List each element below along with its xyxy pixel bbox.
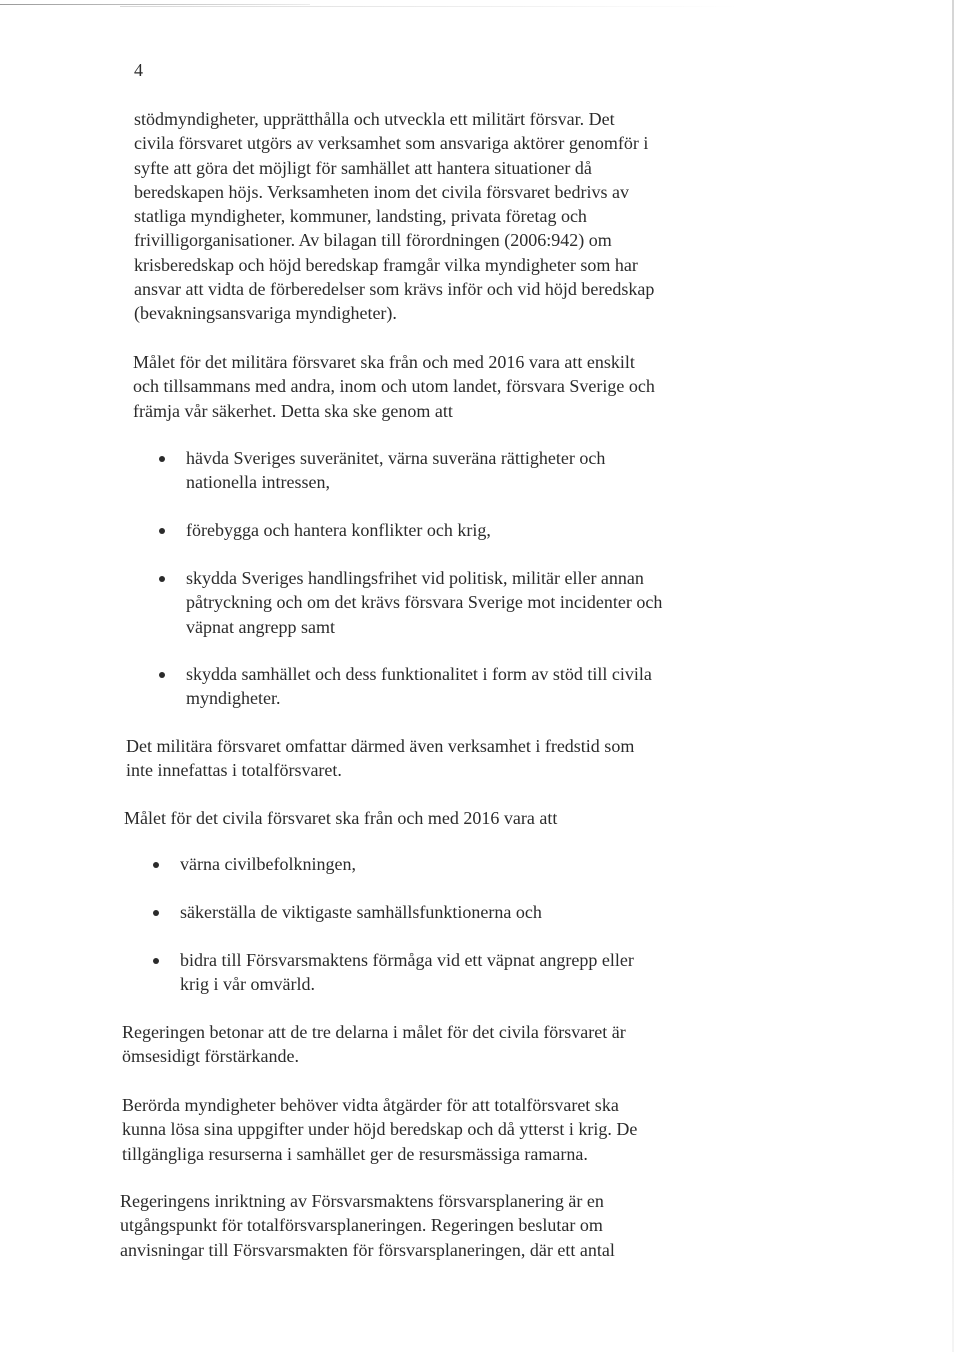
text-line: ansvar att vidta de förberedelser som krävs inför och vid höjd beredskap <box>134 279 655 300</box>
text-line: väpnat angrepp samt <box>186 616 335 637</box>
text-line: kunna lösa sina uppgifter under höjd beredskap och då ytterst i krig. De <box>122 1119 638 1140</box>
text-line: nationella intressen, <box>186 472 330 493</box>
scan-artifact-top-faint <box>120 6 740 7</box>
text-line: och tillsammans med andra, inom och utom landet, försvara Sverige och <box>133 376 655 397</box>
list-item <box>186 518 491 542</box>
bullet-icon <box>159 528 165 534</box>
text-line: stödmyndigheter, upprätthålla och utveckla ett militärt försvar. Det <box>134 109 615 129</box>
text-line: syfte att göra det möjligt för samhället att hantera situationer då <box>134 157 592 178</box>
list-item <box>186 446 605 495</box>
text-line: beredskapen höjs. Verksamheten inom det civila försvaret bedrivs av <box>134 181 630 202</box>
paragraph-mutual-reinforcement <box>122 1020 626 1069</box>
text-line: Regeringen betonar att de tre delarna i målet för det civila försvaret är <box>122 1022 626 1042</box>
text-line: krig i vår omvärld. <box>180 974 315 995</box>
scan-artifact-right-edge <box>952 0 954 1352</box>
list-item <box>180 852 356 876</box>
bullet-icon <box>153 958 159 964</box>
text-line: Det militära försvaret omfattar därmed även verksamhet i fredstid som <box>126 736 635 756</box>
text-line: främja vår säkerhet. Detta ska ske genom att <box>133 400 453 421</box>
bullet-icon <box>153 910 159 916</box>
text-line: skydda Sveriges handlingsfrihet vid politisk, militär eller annan <box>186 568 644 588</box>
bullet-icon <box>159 456 165 462</box>
paragraph-defense-planning <box>120 1189 615 1262</box>
text-line: ömsesidigt förstärkande. <box>122 1046 299 1067</box>
bullet-icon <box>159 576 165 582</box>
bullet-icon <box>153 862 159 868</box>
text-line: myndigheter. <box>186 688 281 709</box>
text-line: statliga myndigheter, kommuner, landsting, privata företag och <box>134 206 587 227</box>
list-item <box>186 566 662 639</box>
text-line: utgångspunkt för totalförsvarsplaneringen. Regeringen beslutar om <box>120 1215 603 1236</box>
list-item <box>180 900 542 924</box>
list-item <box>186 662 652 711</box>
paragraph-civil-defense-intro <box>134 107 654 326</box>
paragraph-peacetime-activity <box>126 734 634 783</box>
list-item <box>180 948 634 997</box>
text-line: Regeringens inriktning av Försvarsmaktens försvarsplanering är en <box>120 1191 604 1211</box>
text-line: Målet för det militära försvaret ska från och med 2016 vara att enskilt <box>133 352 635 372</box>
text-line: anvisningar till Försvarsmakten för försvarsplaneringen, där ett antal <box>120 1239 615 1260</box>
paragraph-authority-measures <box>122 1093 637 1166</box>
bullet-icon <box>159 672 165 678</box>
text-line: bidra till Försvarsmaktens förmåga vid ett väpnat angrepp eller <box>180 950 634 970</box>
text-line: tillgängliga resurserna i samhället ger de resursmässiga ramarna. <box>122 1143 588 1164</box>
text-line: värna civilbefolkningen, <box>180 854 356 874</box>
text-line: inte innefattas i totalförsvaret. <box>126 760 342 781</box>
text-line: säkerställa de viktigaste samhällsfunktionerna och <box>180 902 542 922</box>
text-line: påtryckning och om det krävs försvara Sverige mot incidenter och <box>186 592 663 613</box>
text-line: skydda samhället och dess funktionalitet i form av stöd till civila <box>186 664 652 684</box>
text-line: Målet för det civila försvaret ska från och med 2016 vara att <box>124 808 558 828</box>
text-line: civila försvaret utgörs av verksamhet som ansvariga aktörer genomför i <box>134 133 649 154</box>
text-line: frivilligorganisationer. Av bilagan till förordningen (2006:942) om <box>134 230 612 251</box>
paragraph-military-goal <box>133 350 655 423</box>
scan-artifact-top <box>0 4 310 5</box>
text-line: krisberedskap och höjd beredskap framgår vilka myndigheter som har <box>134 254 638 275</box>
paragraph-civil-goal <box>124 806 557 830</box>
text-line: Berörda myndigheter behöver vidta åtgärder för att totalförsvaret ska <box>122 1095 619 1115</box>
text-line: (bevakningsansvariga myndigheter). <box>134 303 397 324</box>
text-line: hävda Sveriges suveränitet, värna suveräna rättigheter och <box>186 448 606 468</box>
text-line: förebygga och hantera konflikter och krig, <box>186 520 491 540</box>
page-number: 4 <box>134 60 143 80</box>
